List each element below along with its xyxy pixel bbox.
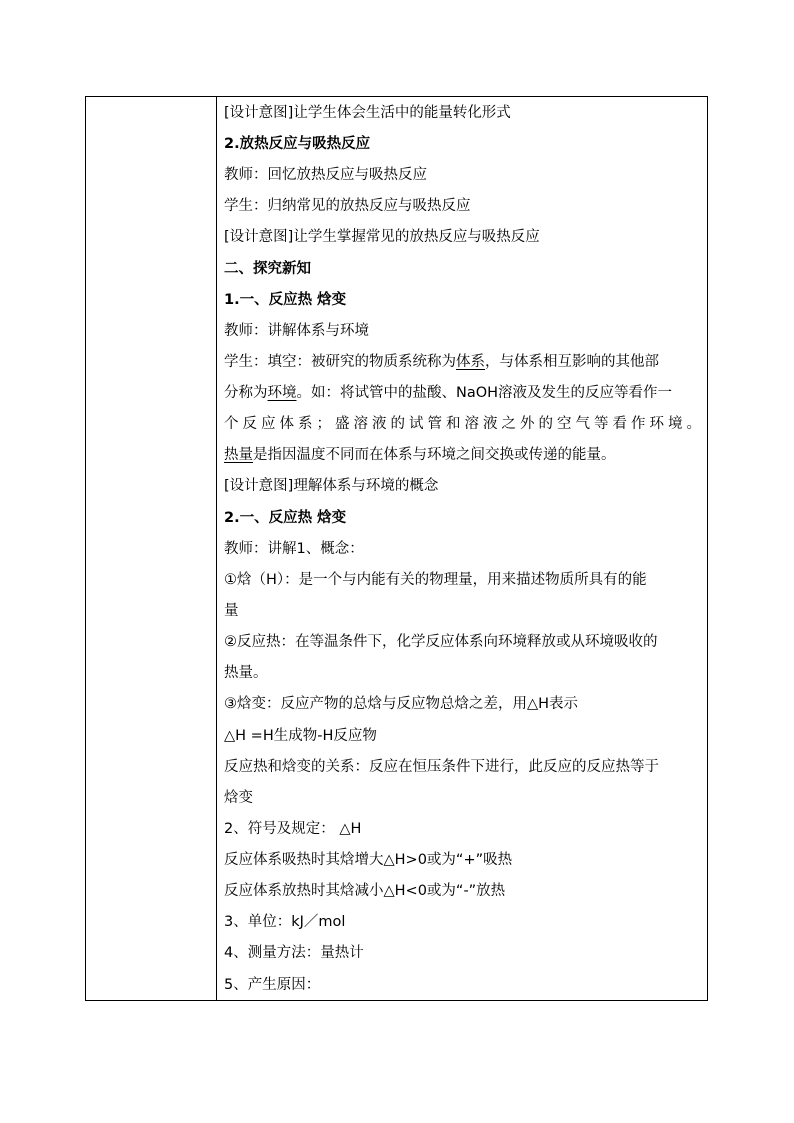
text-line: ①焓（H）：是一个与内能有关的物理量，用来描述物质所具有的能	[224, 572, 647, 588]
text-line: 2、符号及规定： △H	[224, 821, 362, 837]
text-line: 反应体系吸热时其焓增大△H>0或为“+”吸热	[224, 852, 513, 868]
underlined-term: 热量	[224, 447, 253, 463]
section-heading: 2.一、反应热 焓变	[224, 510, 347, 526]
text-line	[224, 440, 701, 471]
text-line: ②反应热：在等温条件下，化学反应体系向环境释放或从环境吸收的	[224, 634, 658, 650]
text-line: 个反应体系；盛溶液的试管和溶液之外的空气等看作环境。	[224, 416, 701, 432]
text-line: 3、单位：kJ／mol	[224, 914, 346, 930]
text-segment: 。如：将试管中的盐酸、NaOH溶液及发生的反应等看作一	[296, 385, 673, 401]
text-line: ③焓变：反应产物的总焓与反应物总焓之差，用△H表示	[224, 696, 579, 712]
lesson-table	[85, 96, 708, 1001]
text-line: 焓变	[224, 790, 253, 806]
text-line: 反应热和焓变的关系：反应在恒压条件下进行，此反应的反应热等于	[224, 759, 659, 775]
section-heading: 二、探究新知	[224, 261, 311, 277]
text-line: 教师：讲解体系与环境	[224, 323, 369, 339]
text-line: 热量。	[224, 665, 268, 681]
text-segment: 分称为	[224, 385, 268, 401]
table-left-cell	[86, 97, 217, 1000]
text-line: 4、测量方法：量热计	[224, 945, 364, 961]
text-segment: ，与体系相互影响的其他部	[485, 354, 659, 370]
text-line	[224, 347, 701, 378]
text-line: [设计意图]理解体系与环境的概念	[224, 478, 439, 494]
text-line: [设计意图]让学生掌握常见的放热反应与吸热反应	[224, 229, 540, 245]
section-heading: 1.一、反应热 焓变	[224, 292, 347, 308]
text-line: 教师：讲解1、概念：	[224, 541, 364, 557]
text-line: [设计意图]让学生体会生活中的能量转化形式	[224, 105, 511, 121]
underlined-term: 环境	[267, 385, 297, 401]
underlined-term: 体系	[456, 354, 485, 370]
text-line: 教师：回忆放热反应与吸热反应	[224, 167, 427, 183]
text-line: 量	[224, 603, 239, 619]
text-segment: 是指因温度不同而在体系与环境之间交换或传递的能量。	[253, 447, 616, 463]
section-heading: 2.放热反应与吸热反应	[224, 136, 371, 152]
text-line: 反应体系放热时其焓减小△H<0或为“-”放热	[224, 883, 506, 899]
formula-line: △H =H生成物-H反应物	[224, 728, 377, 744]
text-line: 5、产生原因：	[224, 977, 321, 993]
text-line: 学生：归纳常见的放热反应与吸热反应	[224, 198, 471, 214]
text-segment: 学生：填空：被研究的物质系统称为	[224, 354, 456, 370]
table-right-cell	[217, 97, 707, 1000]
text-line	[224, 378, 701, 409]
